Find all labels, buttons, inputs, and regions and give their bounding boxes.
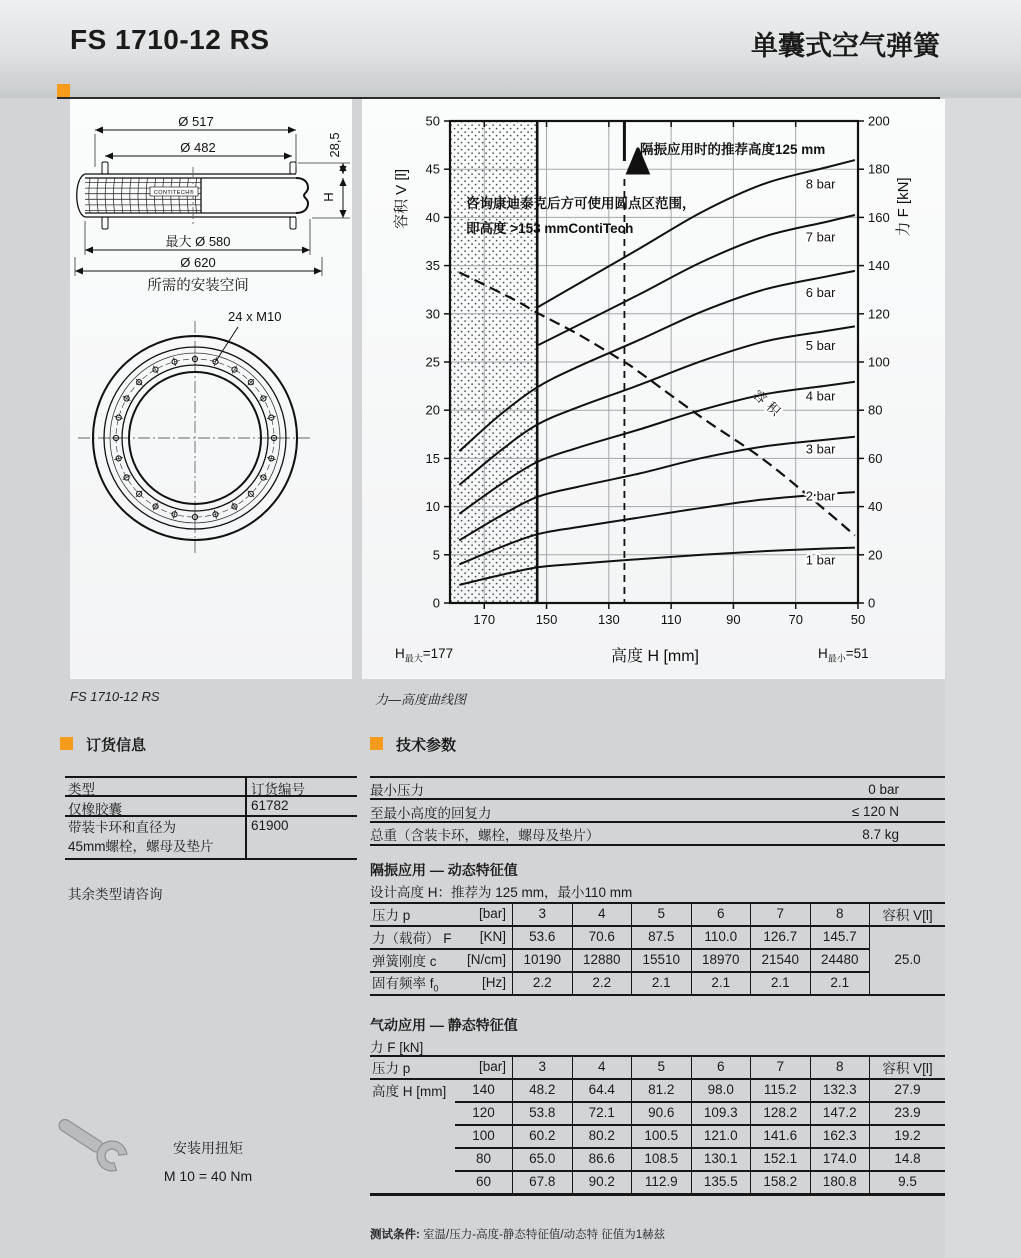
row-label-cell: 固有频率 $f_0$ [Hz]: [372, 975, 506, 994]
accent-square-icon: [60, 737, 73, 750]
height-row-label: [370, 1101, 455, 1124]
value-cell: 130.1: [691, 1147, 751, 1170]
value-cell: 21540: [750, 948, 810, 971]
static-table: [370, 1055, 945, 1193]
drawing-caption: FS 1710-12 RS: [70, 689, 160, 704]
y-left-tick-label: 45: [425, 161, 440, 177]
value-cell: 86.6: [572, 1147, 632, 1170]
dim-580: 最大 Ø 580: [165, 234, 231, 249]
y-axis-left-title: 容积 V [l]: [393, 168, 410, 230]
height-value-cell: 140: [472, 1082, 495, 1097]
accent-square-icon: [370, 737, 383, 750]
value-cell: 100.5: [631, 1124, 691, 1147]
column-header: 4: [572, 902, 632, 925]
value-cell: 18970: [691, 948, 751, 971]
dynamic-title: 隔振应用 — 动态特征值: [370, 862, 518, 878]
order-row-number: 61900: [251, 818, 289, 833]
value-cell: 48.2: [512, 1078, 572, 1101]
page-title-model: FS 1710-12 RS: [70, 24, 270, 55]
volume-value-cell: 19.2: [869, 1124, 945, 1147]
y-right-tick-label: 100: [868, 354, 890, 370]
curve-label: 2 bar: [805, 488, 836, 504]
y-left-tick-label: 15: [425, 450, 440, 466]
x-tick-label: 50: [850, 612, 866, 627]
column-header: 6: [691, 1055, 751, 1078]
volume-merged-cell: 25.0: [869, 925, 945, 994]
height-row-label: [370, 1147, 455, 1170]
order-row-type: 带装卡环和直径为 45mm螺栓，螺母及垫片: [68, 820, 214, 854]
value-cell: 24480: [810, 948, 870, 971]
y-right-tick-label: 180: [868, 161, 890, 177]
column-header: 5: [631, 902, 691, 925]
tech-params-heading: 技术参数: [396, 737, 457, 754]
y-right-tick-label: 60: [868, 450, 883, 466]
y-right-tick-label: 0: [868, 595, 876, 611]
value-cell: 132.3: [810, 1078, 870, 1101]
value-cell: 121.0: [691, 1124, 751, 1147]
y-left-tick-label: 35: [425, 258, 440, 274]
column-header: 7: [750, 902, 810, 925]
order-info-heading: 订货信息: [86, 737, 147, 754]
curve-label: 1 bar: [805, 552, 836, 568]
value-cell: 98.0: [691, 1078, 751, 1101]
y-axis-right-title: 力 F [kN]: [895, 177, 912, 237]
installation-space-label: 所需的安装空间: [147, 278, 249, 294]
value-cell: 2.1: [810, 971, 870, 994]
volume-value-cell: 9.5: [869, 1170, 945, 1193]
order-col-type: 类型: [68, 782, 95, 797]
y-left-tick-label: 50: [425, 113, 440, 129]
restricted-note-line1: 咨询康迪泰克后方可使用圆点区范围，: [466, 196, 696, 211]
value-cell: 2.2: [572, 971, 632, 994]
side-view: [77, 162, 308, 229]
curve-label: 8 bar: [805, 176, 836, 192]
x-tick-label: 130: [597, 612, 620, 627]
value-cell: 2.1: [691, 971, 751, 994]
tech-params-table: [370, 776, 945, 844]
value-cell: 65.0: [512, 1147, 572, 1170]
air-spring-drawing: [70, 99, 352, 679]
y-right-tick-label: 200: [868, 113, 890, 129]
x-tick-label: 110: [660, 612, 682, 627]
value-cell: 64.4: [572, 1078, 632, 1101]
test-conditions: 测试条件: 室温/压力-高度-静态特征值/动态特 征值为1赫兹: [370, 1229, 666, 1241]
dynamic-subtitle: 设计高度 H：推荐为 125 mm，最小110 mm: [370, 885, 633, 900]
value-cell: 53.8: [512, 1101, 572, 1124]
value-cell: 10190: [512, 948, 572, 971]
chart-panel: [362, 99, 945, 679]
x-tick-label: 70: [788, 612, 803, 627]
recommended-height-annotation: 隔振应用时的推荐高度125 mm: [640, 142, 826, 157]
value-cell: 126.7: [750, 925, 810, 948]
order-row-number: 61782: [251, 798, 289, 813]
column-header: 4: [572, 1055, 632, 1078]
y-left-tick-label: 25: [425, 354, 440, 370]
column-header: 8: [810, 1055, 870, 1078]
value-cell: 90.6: [631, 1101, 691, 1124]
value-cell: 90.2: [572, 1170, 632, 1193]
value-cell: 135.5: [691, 1170, 751, 1193]
force-height-chart: [362, 99, 945, 679]
static-title: 气动应用 — 静态特征值: [370, 1017, 518, 1033]
param-row: 最小压力 0 bar: [370, 781, 899, 799]
dim-482: Ø 482: [180, 140, 216, 155]
order-info-table: [65, 776, 357, 858]
value-cell: 162.3: [810, 1124, 870, 1147]
drawing-panel: [70, 99, 352, 679]
y-left-tick-label: 10: [425, 499, 440, 515]
dim-h: H: [321, 192, 336, 202]
volume-curve-label: 容积: [750, 386, 787, 423]
value-cell: 180.8: [810, 1170, 870, 1193]
chart-caption: 力—高度曲线图: [375, 692, 467, 707]
contitech-label: CONTITECH®: [153, 190, 195, 196]
h-max-label: $H_{最大}=177$: [395, 646, 454, 664]
value-cell: 60.2: [512, 1124, 572, 1147]
value-cell: 2.1: [750, 971, 810, 994]
y-left-tick-label: 20: [425, 402, 440, 418]
value-cell: 53.6: [512, 925, 572, 948]
value-cell: 158.2: [750, 1170, 810, 1193]
value-cell: 147.2: [810, 1101, 870, 1124]
value-cell: 109.3: [691, 1101, 751, 1124]
height-value-cell: 100: [472, 1128, 495, 1143]
column-header: 5: [631, 1055, 691, 1078]
height-row-label: 高度 H [mm]: [372, 1083, 447, 1099]
value-cell: 108.5: [631, 1147, 691, 1170]
row-label-cell: 弹簧刚度 c [N/cm]: [372, 952, 506, 969]
dim-28-5: 28,5: [327, 132, 342, 158]
column-header: 8: [810, 902, 870, 925]
volume-value-cell: 14.8: [869, 1147, 945, 1170]
param-row: 至最小高度的回复力 ≤ 120 N: [370, 804, 899, 821]
y-left-tick-label: 40: [425, 209, 440, 225]
value-cell: 2.1: [631, 971, 691, 994]
dynamic-table: [370, 902, 945, 996]
height-value-cell: 120: [472, 1105, 495, 1120]
curve-label: 6 bar: [805, 284, 836, 300]
value-cell: 2.2: [512, 971, 572, 994]
ring-view: [78, 309, 312, 555]
y-right-tick-label: 80: [868, 402, 883, 418]
x-axis-title: 高度 H [mm]: [611, 648, 699, 665]
y-left-tick-label: 30: [425, 306, 440, 322]
y-right-tick-label: 20: [868, 547, 883, 563]
value-cell: 174.0: [810, 1147, 870, 1170]
value-cell: 15510: [631, 948, 691, 971]
x-tick-label: 170: [473, 612, 496, 627]
accent-square-icon: [57, 84, 70, 97]
y-right-tick-label: 40: [868, 499, 883, 515]
static-subtitle: 力 F [kN]: [370, 1040, 424, 1055]
value-cell: 141.6: [750, 1124, 810, 1147]
height-row-label: [370, 1124, 455, 1147]
y-right-tick-label: 120: [868, 306, 890, 322]
value-cell: 72.1: [572, 1101, 632, 1124]
value-cell: 70.6: [572, 925, 632, 948]
order-row-type: 仅橡胶囊: [68, 802, 122, 817]
curve-label: 7 bar: [805, 229, 836, 245]
height-value-cell: 80: [475, 1151, 492, 1166]
column-header: 7: [750, 1055, 810, 1078]
h-min-label: $H_{最小}=51$: [818, 646, 869, 664]
value-cell: 115.2: [750, 1078, 810, 1101]
x-tick-label: 150: [535, 612, 558, 627]
value-cell: 145.7: [810, 925, 870, 948]
value-cell: 112.9: [631, 1170, 691, 1193]
volume-value-cell: 23.9: [869, 1101, 945, 1124]
value-cell: 87.5: [631, 925, 691, 948]
right-margin: [945, 98, 1021, 1258]
curve-label: 5 bar: [805, 337, 836, 353]
column-header: 6: [691, 902, 751, 925]
value-cell: 80.2: [572, 1124, 632, 1147]
value-cell: 12880: [572, 948, 632, 971]
y-right-tick-label: 140: [868, 258, 890, 274]
page-title-product: 单囊式空气弹簧: [751, 31, 940, 61]
restricted-note-line2: 即高度 >153 mmContiTech: [466, 221, 634, 236]
torque-label: 安装用扭矩: [173, 1140, 243, 1156]
y-left-tick-label: 5: [432, 547, 440, 563]
row-label-cell: 压力 p [bar]: [372, 906, 506, 923]
row-label-cell: 压力 p [bar]: [372, 1059, 506, 1076]
dim-620: Ø 620: [180, 255, 216, 270]
y-right-tick-label: 160: [868, 209, 890, 225]
volume-column-header: 容积 V[l]: [869, 902, 945, 925]
bolt-count-label: 24 x M10: [228, 309, 282, 324]
y-left-tick-label: 0: [432, 595, 440, 611]
order-note: 其余类型请咨询: [68, 887, 163, 902]
param-row: 总重（含装卡环，螺栓，螺母及垫片） 8.7 kg: [370, 826, 899, 844]
column-header: 3: [512, 1055, 572, 1078]
height-value-cell: 60: [475, 1174, 492, 1189]
torque-value: M 10 = 40 Nm: [163, 1168, 253, 1184]
volume-value-cell: 27.9: [869, 1078, 945, 1101]
value-cell: 67.8: [512, 1170, 572, 1193]
value-cell: 81.2: [631, 1078, 691, 1101]
value-cell: 128.2: [750, 1101, 810, 1124]
curve-label: 4 bar: [805, 388, 836, 404]
value-cell: 152.1: [750, 1147, 810, 1170]
curve-label: 3 bar: [805, 441, 836, 457]
row-label-cell: 力（载荷） F [KN]: [372, 929, 506, 946]
column-header: 3: [512, 902, 572, 925]
value-cell: 110.0: [691, 925, 751, 948]
x-tick-label: 90: [726, 612, 741, 627]
dim-517: Ø 517: [178, 114, 214, 129]
height-row-label: [370, 1170, 455, 1193]
order-col-number: 订货编号: [251, 782, 305, 797]
volume-column-header: 容积 V[l]: [869, 1055, 945, 1078]
